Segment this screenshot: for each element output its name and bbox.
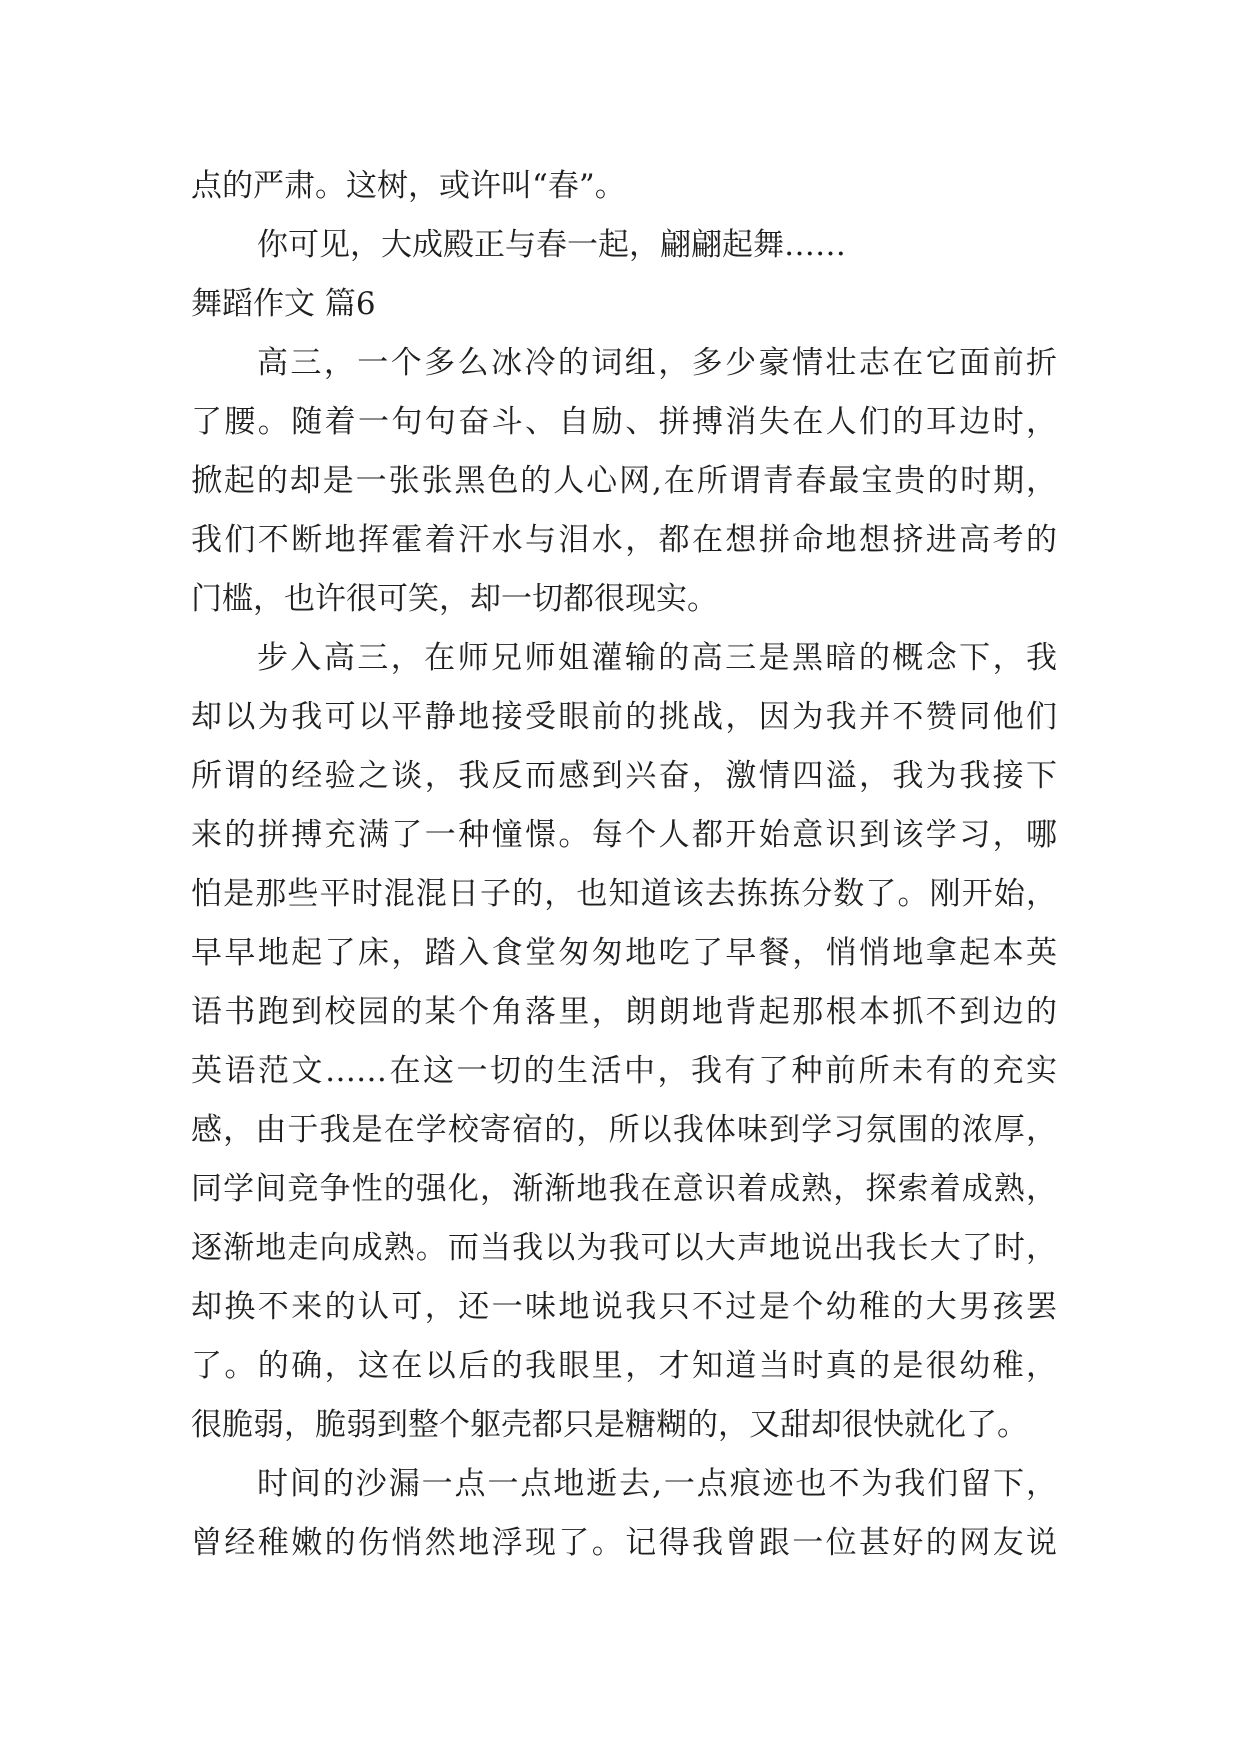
section-heading: 舞蹈作文 篇6 [191,286,376,322]
document-body [191,157,1057,1573]
text-line: 我们不断地挥霍着汗水与泪水，都在想拼命地想挤进高考的 [191,522,1057,558]
paragraph [191,216,1057,275]
paragraph [191,157,1057,216]
text-line: 很脆弱，脆弱到整个躯壳都只是糖糊的，又甜却很快就化了。 [191,1407,1028,1443]
text-line: 你可见，大成殿正与春一起，翩翩起舞…… [257,227,846,263]
text-line: 来的拼搏充满了一种憧憬。每个人都开始意识到该学习，哪 [191,817,1057,853]
text-line: 早早地起了床，踏入食堂匆匆地吃了早餐，悄悄地拿起本英 [191,935,1057,971]
text-line: 点的严肃。这树，或许叫“春”。 [191,168,626,204]
text-line: 掀起的却是一张张黑色的人心网,在所谓青春最宝贵的时期， [191,463,1057,499]
text-line: 感，由于我是在学校寄宿的，所以我体味到学习氛围的浓厚， [191,1112,1057,1148]
text-line: 门槛，也许很可笑，却一切都很现实。 [191,581,718,617]
text-line: 时间的沙漏一点一点地逝去,一点痕迹也不为我们留下， [257,1466,1057,1502]
text-line: 曾经稚嫩的伤悄然地浮现了。记得我曾跟一位甚好的网友说 [191,1525,1057,1561]
text-line: 同学间竞争性的强化，渐渐地我在意识着成熟，探索着成熟， [191,1171,1057,1207]
text-line: 高三，一个多么冰冷的词组，多少豪情壮志在它面前折 [257,345,1057,381]
text-line: 却换不来的认可，还一味地说我只不过是个幼稚的大男孩罢 [191,1289,1057,1325]
text-line: 英语范文……在这一切的生活中，我有了种前所未有的充实 [191,1053,1057,1089]
paragraph [191,334,1057,629]
paragraph [191,1455,1057,1573]
text-line: 了。的确，这在以后的我眼里，才知道当时真的是很幼稚， [191,1348,1057,1384]
paragraph [191,629,1057,1455]
text-line: 怕是那些平时混混日子的，也知道该去拣拣分数了。刚开始， [191,876,1057,912]
text-line: 了腰。随着一句句奋斗、自励、拼搏消失在人们的耳边时， [191,404,1057,440]
text-line: 所谓的经验之谈，我反而感到兴奋，激情四溢，我为我接下 [191,758,1057,794]
text-line: 步入高三，在师兄师姐灌输的高三是黑暗的概念下，我 [257,640,1057,676]
text-line: 逐渐地走向成熟。而当我以为我可以大声地说出我长大了时， [191,1230,1057,1266]
text-line: 语书跑到校园的某个角落里，朗朗地背起那根本抓不到边的 [191,994,1057,1030]
text-line: 却以为我可以平静地接受眼前的挑战，因为我并不赞同他们 [191,699,1057,735]
